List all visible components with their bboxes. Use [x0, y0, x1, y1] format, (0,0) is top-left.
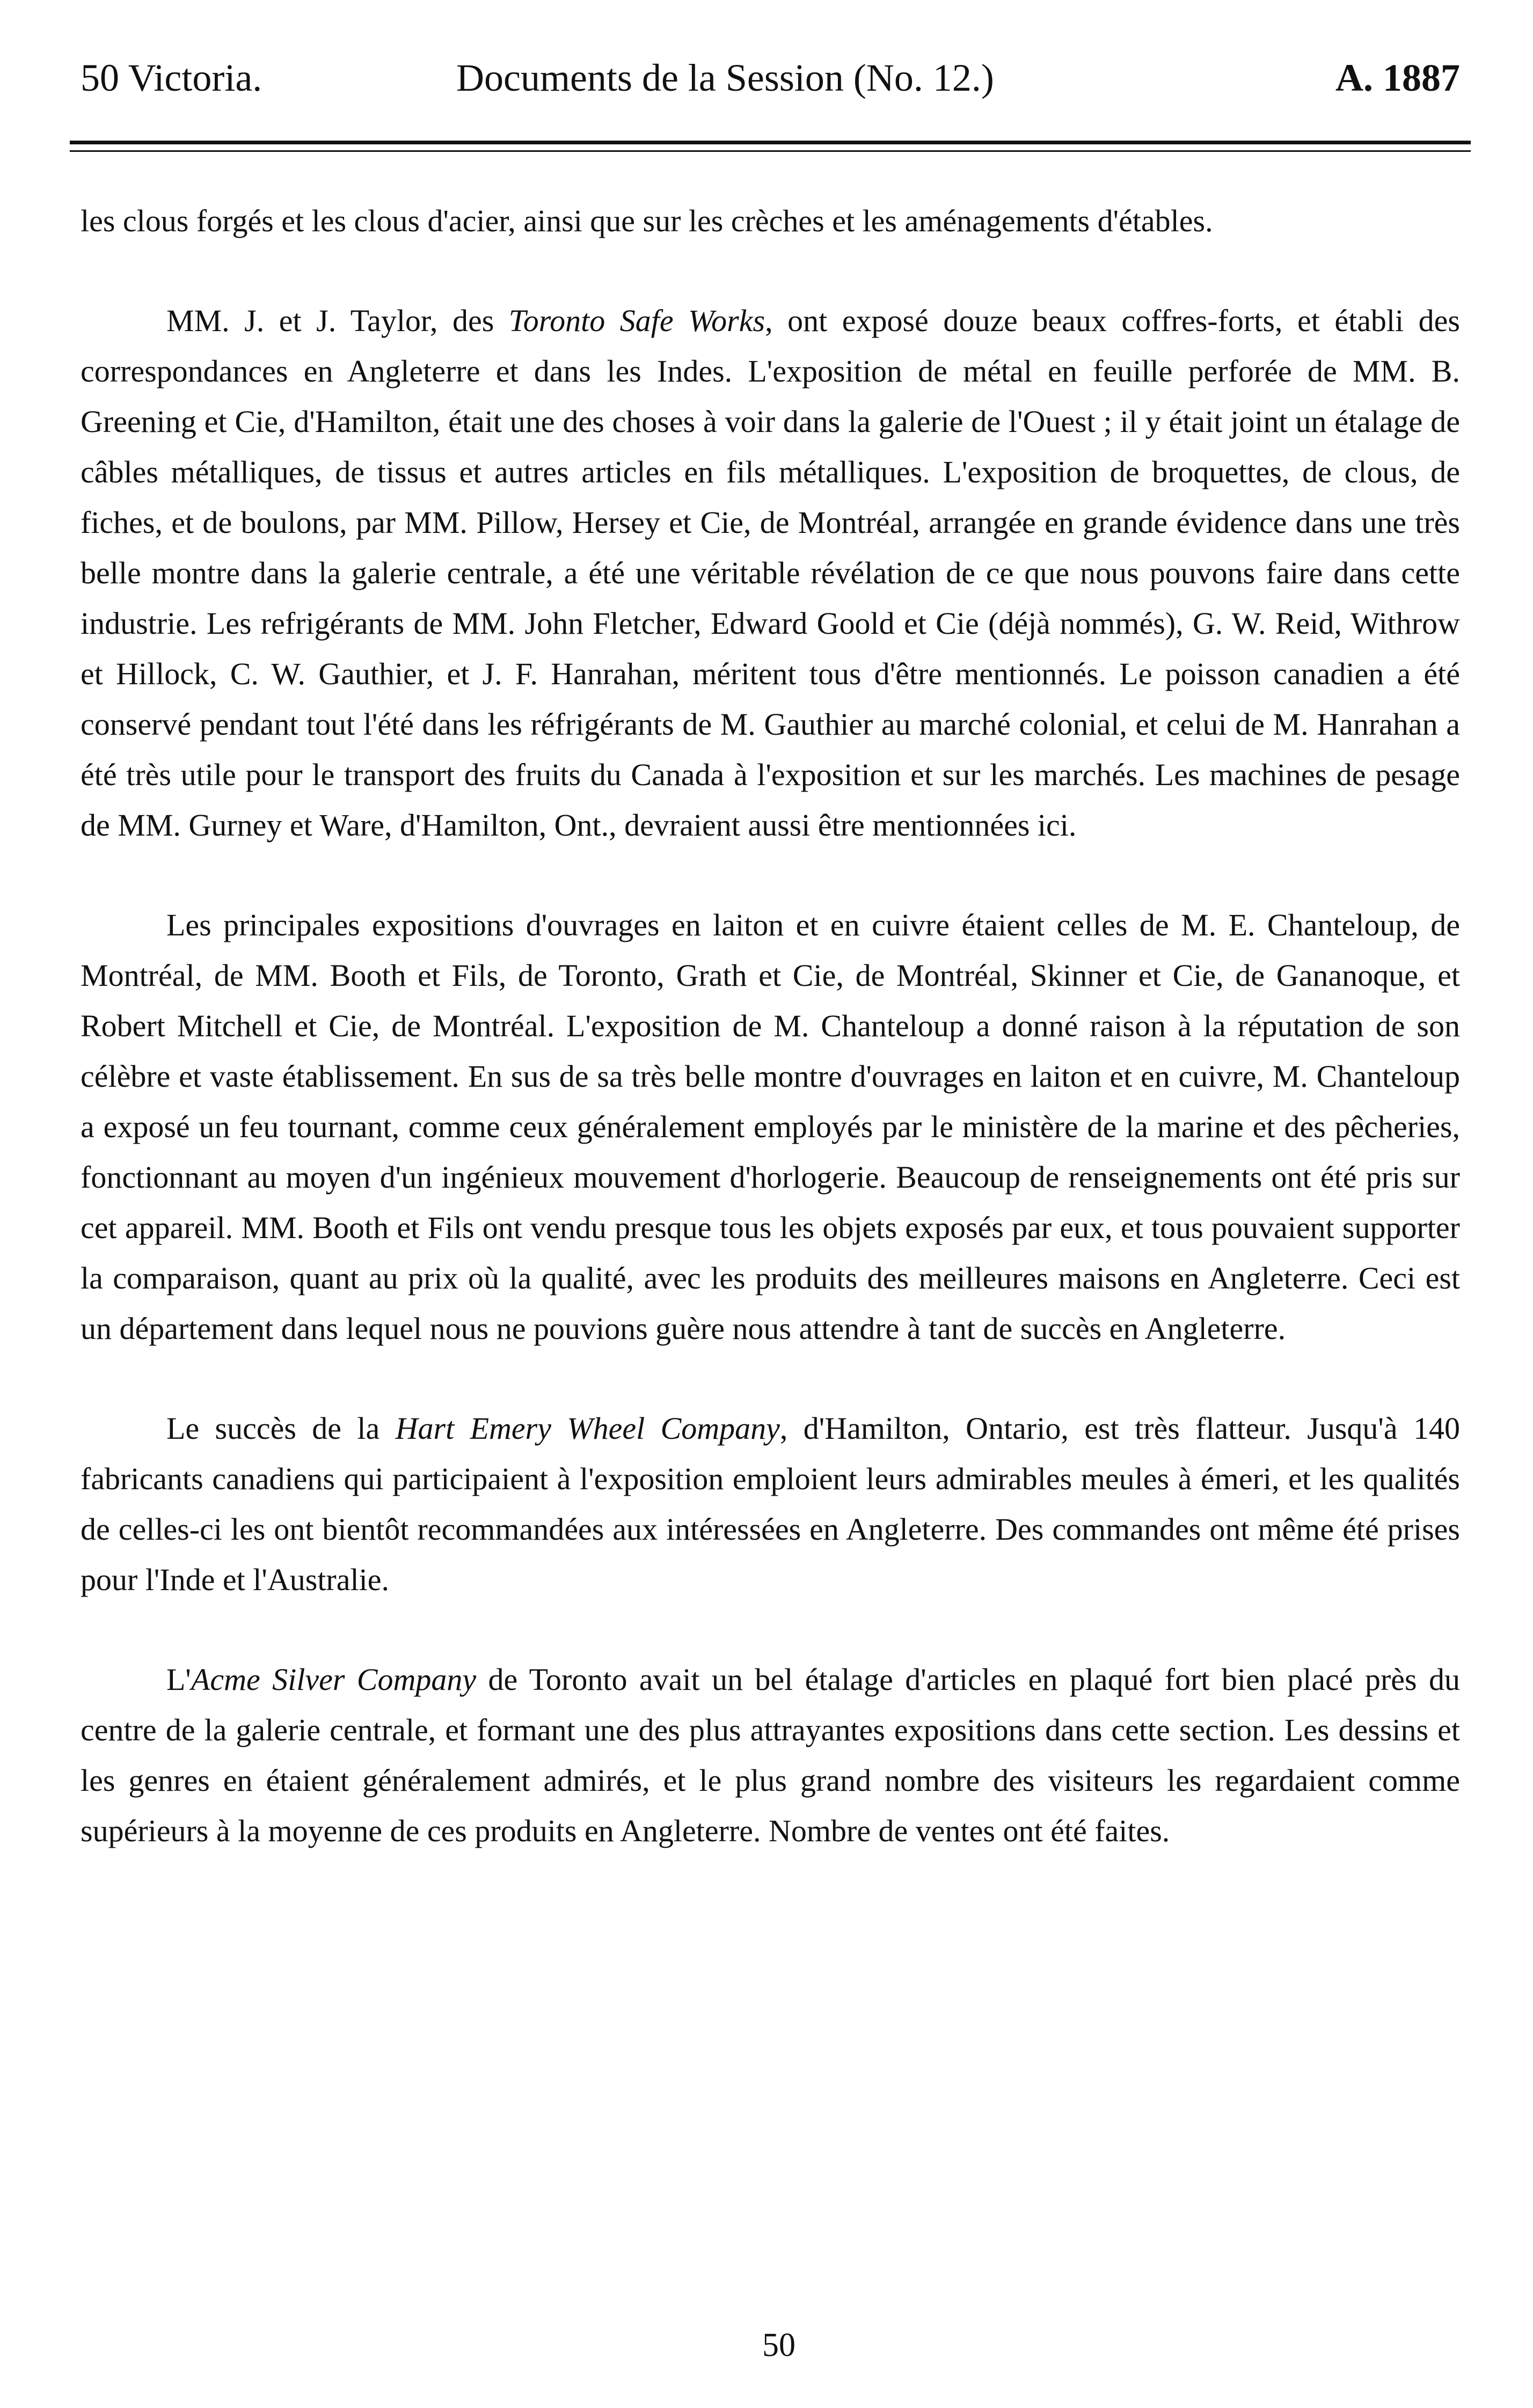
paragraph-continuation [81, 196, 1460, 246]
paragraph-text: L' [166, 1662, 191, 1697]
paragraph-text: MM. J. et J. Taylor, des [166, 303, 509, 338]
running-header [81, 48, 1460, 107]
header-rule-thin [70, 150, 1471, 152]
paragraph-hart-emery [81, 1403, 1460, 1605]
paragraph-laiton [81, 900, 1460, 1354]
paragraph-taylor [81, 296, 1460, 851]
header-year: A. 1887 [1335, 56, 1460, 99]
body-text [81, 196, 1460, 1906]
paragraph-text: de Toronto avait un bel étalage d'articles en plaqué fort bien placé près du centre de la galerie centrale, et formant une des plus attrayantes expositions dans cette section. Les dessins et les genres en étaient généralement admirés, et le plus grand nombre des visiteurs les regardaient comme supérieurs à la moyenne de ces produits en Angleterre. Nombre de ventes ont été faites. [81, 1662, 1460, 1848]
company-name-italic: Acme Silver Company [191, 1662, 477, 1697]
paragraph-acme-silver [81, 1655, 1460, 1856]
paragraph-text: Les principales expositions d'ouvrages en laiton et en cuivre étaient celles de M. E. Chanteloup, de Montréal, de MM. Booth et Fils, de Toronto, Grath et Cie, de Montréal, Skinner et Cie, de Gananoque, et Robert Mitchell et Cie, de Montréal. L'exposition de M. Chanteloup a donné raison à la réputation de son célèbre et vaste établissement. En sus de sa très belle montre d'ouvrages en laiton et en cuivre, M. Chanteloup a exposé un feu tournant, comme ceux généralement employés par le ministère de la marine et des pêcheries, fonctionnant au moyen d'un ingénieux mouvement d'horlogerie. Beaucoup de renseignements ont été pris sur cet appareil. MM. Booth et Fils ont vendu presque tous les objets exposés par eux, et tous pouvaient supporter la comparaison, quant au prix où la qualité, avec les produits des meilleures maisons en Angleterre. Ceci est un département dans lequel nous ne pouvions guère nous attendre à tant de succès en Angleterre. [81, 907, 1460, 1346]
paragraph-text: , ont exposé douze beaux coffres-forts, et établi des correspondances en Angleterre et dans les Indes. L'exposition de métal en feuille perforée de MM. B. Greening et Cie, d'Hamilton, était une des choses à voir dans la galerie de l'Ouest ; il y était joint un étalage de câbles métalliques, de tissus et autres articles en fils métalliques. L'exposition de broquettes, de clous, de fiches, et de boulons, par MM. Pillow, Hersey et Cie, de Montréal, arrangée en grande évidence dans une très belle montre dans la galerie centrale, a été une véritable révélation de ce que nous pouvons faire dans cette industrie. Les refrigérants de MM. John Fletcher, Edward Goold et Cie (déjà nommés), G. W. Reid, Withrow et Hillock, C. W. Gauthier, et J. F. Hanrahan, méritent tous d'être mentionnés. Le poisson canadien a été conservé pendant tout l'été dans les réfrigérants de M. Gauthier au marché colonial, et celui de M. Hanrahan a été très utile pour le transport des fruits du Canada à l'exposition et sur les marchés. Les machines de pesage de MM. Gurney et Ware, d'Hamilton, Ont., devraient aussi être mentionnées ici. [81, 303, 1461, 843]
header-title: Documents de la Session (No. 12.) [456, 56, 994, 99]
page-number: 50 [762, 2327, 795, 2363]
company-name-italic: Toronto Safe Works [508, 303, 765, 338]
document-page [81, 21, 1460, 2383]
header-volume: 50 Victoria. [81, 56, 262, 99]
paragraph-text: Le succès de la [166, 1411, 396, 1446]
paragraph-text: , d'Hamilton, Ontario, est très flatteur. Jusqu'à 140 fabricants canadiens qui participaient à l'exposition emploient leurs admirables meules à émeri, et les qualités de celles-ci les ont bientôt recommandées aux intéressées en Angleterre. Des commandes ont même été prises pour l'Inde et l'Australie. [81, 1411, 1460, 1597]
header-rule-thick [70, 141, 1471, 144]
company-name-italic: Hart Emery Wheel Company [395, 1411, 780, 1446]
paragraph-text: les clous forgés et les clous d'acier, ainsi que sur les crèches et les aménagements d'étables. [81, 203, 1213, 238]
